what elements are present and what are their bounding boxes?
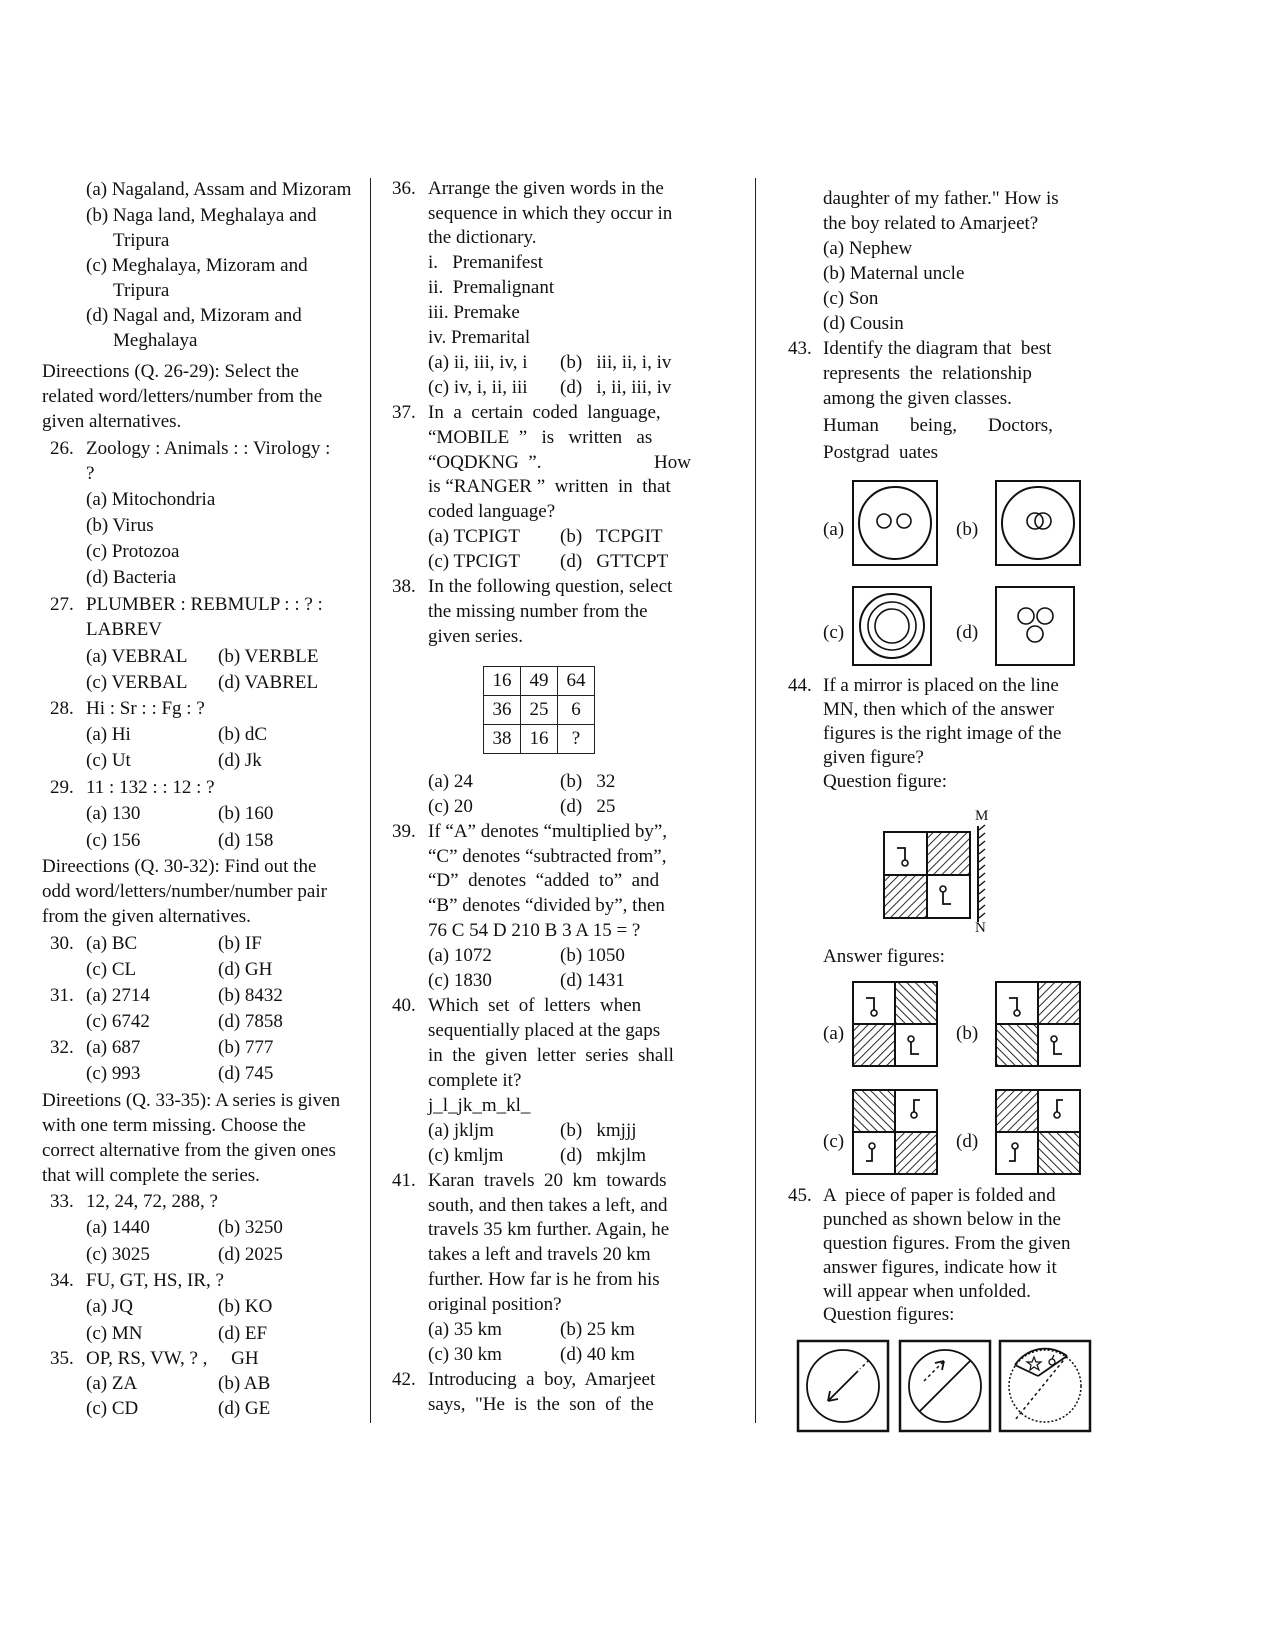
grid-cell: 6	[558, 696, 595, 725]
option-line: (a) Nagaland, Assam and Mizoram	[86, 179, 352, 200]
question-stem: among the given classes.	[823, 388, 1012, 409]
mirror-label-n: N	[975, 920, 986, 936]
option: (c) 6742	[86, 1011, 150, 1032]
question-stem: A piece of paper is folded and	[823, 1185, 1056, 1206]
option: (b) IF	[218, 933, 262, 954]
option: (b) iii, ii, i, iv	[560, 352, 672, 373]
letter-series: j_l_jk_m_kl_	[428, 1095, 531, 1116]
option: (a) VEBRAL	[86, 646, 188, 667]
question-stem: further. How far is he from his	[428, 1269, 660, 1290]
figure-label: (d)	[956, 622, 979, 643]
question-number: 38.	[392, 576, 416, 597]
question-number: 28.	[50, 698, 74, 719]
option-line: (b) Naga land, Meghalaya and	[86, 205, 317, 226]
question-number: 41.	[392, 1170, 416, 1191]
option: (c) CL	[86, 959, 137, 980]
question-number: 45.	[788, 1185, 812, 1206]
option: (c) Ut	[86, 750, 131, 771]
option: (c) MN	[86, 1323, 143, 1344]
option: (d) 25	[560, 796, 616, 817]
question-stem: original position?	[428, 1294, 562, 1315]
class-name: being,	[910, 415, 957, 436]
figure-caption: Question figure:	[823, 771, 948, 792]
option: (d) mkjlm	[560, 1145, 647, 1166]
class-name: Postgrad uates	[823, 442, 939, 463]
figure-label: (a)	[823, 1023, 845, 1044]
question-stem: “D” denotes “added to” and	[428, 870, 660, 891]
question-stem: How	[654, 452, 691, 473]
option: (b) KO	[218, 1296, 273, 1317]
option: (d) GE	[218, 1398, 271, 1419]
option: (d) EF	[218, 1323, 268, 1344]
question-stem: Identify the diagram that best	[823, 338, 1052, 359]
figure-label: (b)	[956, 519, 979, 540]
option: (b) 25 km	[560, 1319, 635, 1340]
paper-fold-figure-1	[798, 1341, 888, 1431]
answer-figure-c	[853, 1090, 937, 1174]
option: (c) CD	[86, 1398, 139, 1419]
directions-text: correct alternative from the given ones	[42, 1140, 336, 1161]
option: (a) 1072	[428, 945, 492, 966]
question-number: 30.	[50, 933, 74, 954]
directions-text: odd word/letters/number/number pair	[42, 881, 327, 902]
list-item: i. Premanifest	[428, 252, 544, 273]
option: (c) 20	[428, 796, 473, 817]
option: (b) kmjjj	[560, 1120, 637, 1141]
option: (a) 1440	[86, 1217, 150, 1238]
list-item: iv. Premarital	[428, 327, 531, 348]
answer-figure-b	[996, 982, 1080, 1066]
question-stem: the missing number from the	[428, 601, 648, 622]
question-stem: Zoology : Animals : : Virology :	[86, 438, 331, 459]
question-number: 39.	[392, 821, 416, 842]
question-stem: 76 C 54 D 210 B 3 A 15 = ?	[428, 920, 641, 941]
question-stem: Introducing a boy, Amarjeet	[428, 1369, 656, 1390]
option: (d) Cousin	[823, 313, 904, 334]
question-number: 34.	[50, 1270, 74, 1291]
directions-text: related word/letters/number from the	[42, 386, 323, 407]
question-stem: Karan travels 20 km towards	[428, 1170, 667, 1191]
option: (d) 2025	[218, 1244, 283, 1265]
question-stem: represents the relationship	[823, 363, 1032, 384]
option: (a) Nephew	[823, 238, 913, 259]
question-stem: question figures. From the given	[823, 1233, 1071, 1254]
question-number: 32.	[50, 1037, 74, 1058]
question-stem: Which set of letters when	[428, 995, 642, 1016]
question-number: 35.	[50, 1348, 74, 1369]
question-number: 40.	[392, 995, 416, 1016]
option: (c) 993	[86, 1063, 141, 1084]
class-name: Doctors,	[988, 415, 1053, 436]
question-stem: in the given letter series shall	[428, 1045, 674, 1066]
answer-figure-a	[853, 982, 937, 1066]
option: (a) JQ	[86, 1296, 133, 1317]
question-stem: “B” denotes “divided by”, then	[428, 895, 665, 916]
question-stem: travels 35 km further. Again, he	[428, 1219, 670, 1240]
option: (c) VERBAL	[86, 672, 188, 693]
question-stem: OP, RS, VW, ? , GH	[86, 1348, 259, 1369]
grid-cell: 49	[521, 667, 558, 696]
option: (b) 777	[218, 1037, 274, 1058]
grid-cell: 16	[484, 667, 521, 696]
figure-label: (a)	[823, 519, 845, 540]
directions-text: with one term missing. Choose the	[42, 1115, 306, 1136]
question-number: 33.	[50, 1191, 74, 1212]
question-stem: MN, then which of the answer	[823, 699, 1055, 720]
question-stem: sequence in which they occur in	[428, 203, 673, 224]
directions-text: Direetions (Q. 33-35): A series is given	[42, 1090, 341, 1111]
question-stem: 11 : 132 : : 12 : ?	[86, 777, 215, 798]
question-number: 27.	[50, 594, 74, 615]
question-number: 43.	[788, 338, 812, 359]
option: (d) Bacteria	[86, 567, 177, 588]
option: (a) TCPIGT	[428, 526, 520, 547]
question-number: 26.	[50, 438, 74, 459]
option: (c) iv, i, ii, iii	[428, 377, 528, 398]
option: (b) TCPGIT	[560, 526, 663, 547]
option: (c) 30 km	[428, 1344, 502, 1365]
question-stem: PLUMBER : REBMULP : : ? :	[86, 594, 323, 615]
option-line: (d) Nagal and, Mizoram and	[86, 305, 302, 326]
option: (b) 32	[560, 771, 616, 792]
directions-text: that will complete the series.	[42, 1165, 260, 1186]
question-stem: In the following question, select	[428, 576, 673, 597]
mirror-label-m: M	[975, 808, 989, 824]
question-stem: Arrange the given words in the	[428, 178, 664, 199]
question-stem: “MOBILE ” is written as	[428, 427, 653, 448]
figure-label: (c)	[823, 1131, 845, 1152]
question-stem: the dictionary.	[428, 227, 537, 248]
option: (c) kmljm	[428, 1145, 504, 1166]
figure-label: (b)	[956, 1023, 979, 1044]
option: (a) 24	[428, 771, 473, 792]
option: (a) 687	[86, 1037, 141, 1058]
option: (d) VABREL	[218, 672, 319, 693]
question-stem: will appear when unfolded.	[823, 1281, 1031, 1302]
question-stem: “OQDKNG ”.	[428, 452, 542, 473]
option: (a) Mitochondria	[86, 489, 216, 510]
question-stem: south, and then takes a left, and	[428, 1195, 668, 1216]
option: (d) GTTCPT	[560, 551, 669, 572]
grid-cell: 64	[558, 667, 595, 696]
option: (d) Jk	[218, 750, 262, 771]
question-number: 44.	[788, 675, 812, 696]
option: (a) 35 km	[428, 1319, 502, 1340]
grid-cell: 38	[484, 725, 521, 754]
option-line: (c) Meghalaya, Mizoram and	[86, 255, 308, 276]
directions-text: Direections (Q. 30-32): Find out the	[42, 856, 317, 877]
question-stem: is “RANGER ” written in that	[428, 476, 671, 497]
question-stem: takes a left and travels 20 km	[428, 1244, 651, 1265]
figure-caption: Answer figures:	[823, 946, 945, 967]
question-stem: If “A” denotes “multiplied by”,	[428, 821, 668, 842]
option: (d) 1431	[560, 970, 625, 991]
option-line: Meghalaya	[113, 330, 198, 351]
question-stem: In a certain coded language,	[428, 402, 661, 423]
option: (b) 8432	[218, 985, 283, 1006]
question-stem: figures is the right image of the	[823, 723, 1062, 744]
option: (a) 2714	[86, 985, 150, 1006]
figure-caption: Question figures:	[823, 1304, 955, 1325]
option: (d) GH	[218, 959, 273, 980]
option: (c) 156	[86, 830, 141, 851]
question-stem: coded language?	[428, 501, 556, 522]
answer-figure-d	[996, 1090, 1080, 1174]
question-stem: complete it?	[428, 1070, 522, 1091]
directions-text: Direections (Q. 26-29): Select the	[42, 361, 299, 382]
question-stem: 12, 24, 72, 288, ?	[86, 1191, 218, 1212]
option: (b) 160	[218, 803, 274, 824]
paper-fold-figure-3	[1000, 1341, 1090, 1431]
option: (d) 7858	[218, 1011, 283, 1032]
question-stem: answer figures, indicate how it	[823, 1257, 1057, 1278]
option: (b) dC	[218, 724, 268, 745]
grid-cell: ?	[558, 725, 595, 754]
question-stem: says, "He is the son of the	[428, 1394, 654, 1415]
option: (c) 3025	[86, 1244, 150, 1265]
option: (b) Virus	[86, 515, 154, 536]
question-stem: sequentially placed at the gaps	[428, 1020, 661, 1041]
figure-label: (d)	[956, 1131, 979, 1152]
grid-cell: 36	[484, 696, 521, 725]
option: (c) TPCIGT	[428, 551, 520, 572]
question-stem: punched as shown below in the	[823, 1209, 1061, 1230]
option: (d) 40 km	[560, 1344, 635, 1365]
grid-cell: 25	[521, 696, 558, 725]
option: (a) ZA	[86, 1373, 138, 1394]
question-number: 29.	[50, 777, 74, 798]
question-stem: ?	[86, 463, 95, 484]
option: (a) 130	[86, 803, 141, 824]
question-stem: “C” denotes “subtracted from”,	[428, 846, 667, 867]
class-name: Human	[823, 415, 879, 436]
option: (a) ii, iii, iv, i	[428, 352, 528, 373]
question-stem: Hi : Sr : : Fg : ?	[86, 698, 205, 719]
question-stem: given figure?	[823, 747, 924, 768]
option: (b) VERBLE	[218, 646, 319, 667]
question-stem: given series.	[428, 626, 523, 647]
option: (a) jkljm	[428, 1120, 494, 1141]
option: (c) 1830	[428, 970, 492, 991]
directions-text: from the given alternatives.	[42, 906, 251, 927]
option: (b) 3250	[218, 1217, 283, 1238]
figure-label: (c)	[823, 622, 845, 643]
option: (c) Protozoa	[86, 541, 180, 562]
question-stem: the boy related to Amarjeet?	[823, 213, 1039, 234]
question-number: 31.	[50, 985, 74, 1006]
question-number: 42.	[392, 1369, 416, 1390]
option: (d) 158	[218, 830, 274, 851]
option: (a) Hi	[86, 724, 131, 745]
list-item: ii. Premalignant	[428, 277, 555, 298]
option-line: Tripura	[113, 280, 170, 301]
option-line: Tripura	[113, 230, 170, 251]
question-number: 37.	[392, 402, 416, 423]
option: (d) 745	[218, 1063, 274, 1084]
option: (a) BC	[86, 933, 138, 954]
grid-cell: 16	[521, 725, 558, 754]
option: (c) Son	[823, 288, 879, 309]
list-item: iii. Premake	[428, 302, 520, 323]
option: (b) AB	[218, 1373, 271, 1394]
question-stem: If a mirror is placed on the line	[823, 675, 1059, 696]
option: (b) Maternal uncle	[823, 263, 965, 284]
directions-text: given alternatives.	[42, 411, 182, 432]
question-stem: daughter of my father." How is	[823, 188, 1059, 209]
paper-fold-figure-2	[900, 1341, 990, 1431]
question-number: 36.	[392, 178, 416, 199]
option: (d) i, ii, iii, iv	[560, 377, 672, 398]
question-stem: FU, GT, HS, IR, ?	[86, 1270, 224, 1291]
question-stem: LABREV	[86, 619, 162, 640]
option: (b) 1050	[560, 945, 625, 966]
